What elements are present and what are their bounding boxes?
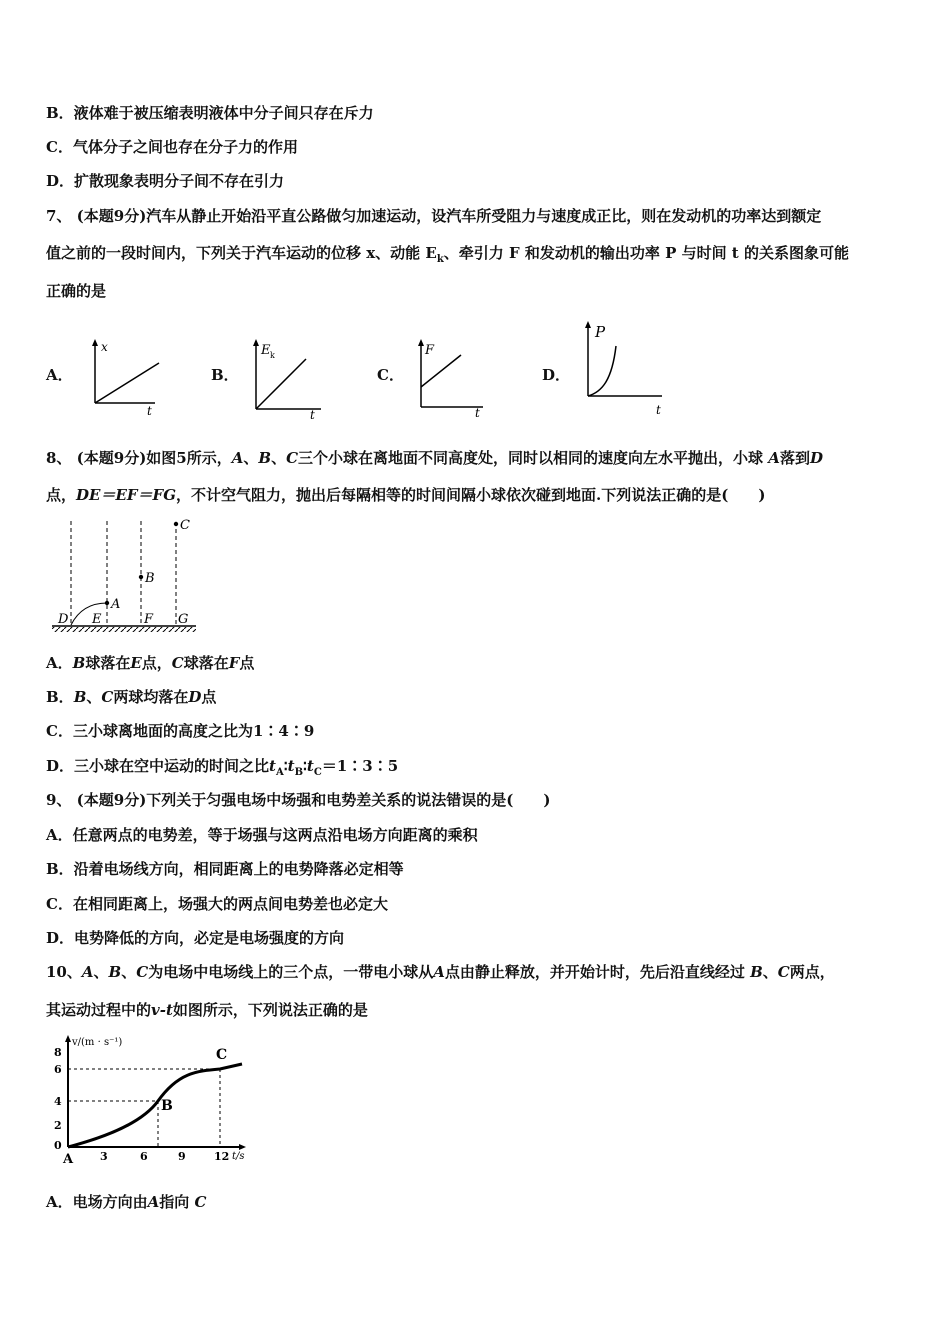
q7-stem-line1: 7、 (本题9分)汽车从静止开始沿平直公路做匀加速运动，设汽车所受阻力与速度成正比，则在发动机的功率达到额定 <box>46 207 822 225</box>
axis-label-ek: E <box>261 343 271 358</box>
label-c: C <box>180 518 190 533</box>
q9-option-b: B．沿着电场线方向，相同距离上的电势降落必定相等 <box>46 860 404 878</box>
q8-stem-line1: 8、 (本题9分)如图5所示，A、B、C三个小球在离地面不同高度处，同时以相同的速度向左水平抛出，小球 A落到D <box>46 449 823 467</box>
axis-label-x: x <box>101 340 108 354</box>
q8-option-d: D．三小球在空中运动的时间之比$t_A∶t_B∶t_C=1∶3∶5$ <box>46 757 399 778</box>
axis-label-t: t <box>475 406 480 420</box>
x-tick-6: 6 <box>140 1150 148 1163</box>
point-b: B <box>161 1098 173 1114</box>
q7-graph-x-t <box>85 335 170 420</box>
y-tick-8: 8 <box>54 1046 62 1059</box>
q7-stem-line3: 正确的是 <box>46 282 107 300</box>
q7-graph-f-t <box>411 335 496 420</box>
q10-vt-graph <box>46 1033 261 1168</box>
q6-option-d: D．扩散现象表明分子间不存在引力 <box>46 172 285 190</box>
q8-stem-line2: 点，DE＝EF＝FG，不计空气阻力，抛出后每隔相等的时间间隔小球依次碰到地面.下列说法正确的是( ) <box>46 486 766 504</box>
q7-stem-line2: 值之前的一段时间内，下列关于汽车运动的位移 x、动能 $E_k$、牵引力 F 和发动机的输出功率 P 与时间 t 的关系图象可能 <box>46 244 849 265</box>
y-axis-label: v/(m · s⁻¹) <box>72 1037 123 1048</box>
y-tick-0: 0 <box>54 1139 62 1152</box>
x-tick-9: 9 <box>178 1150 186 1163</box>
q7-graph-p-t <box>578 318 673 418</box>
label-g: G <box>178 612 189 627</box>
q8-option-c: C．三小球离地面的高度之比为1∶4∶9 <box>46 722 315 740</box>
x-axis-label: t/s <box>232 1151 245 1162</box>
point-c: C <box>216 1047 228 1063</box>
axis-label-ek-sub: k <box>270 351 275 360</box>
q7-option-a-label: A． <box>46 366 73 384</box>
label-d: D <box>58 612 69 627</box>
point-a: A <box>63 1152 74 1167</box>
q10-option-a: A．电场方向由A指向 C <box>46 1193 207 1211</box>
label-b: B <box>145 571 155 586</box>
label-f: F <box>144 612 154 627</box>
q10-stem-line2: 其运动过程中的v-t如图所示，下列说法正确的是 <box>46 1001 368 1019</box>
q8-option-b: B．B、C两球均落在D点 <box>46 688 217 706</box>
x-tick-3: 3 <box>100 1150 108 1163</box>
q8-option-a: A．B球落在E点，C球落在F点 <box>46 654 255 672</box>
y-tick-6: 6 <box>54 1063 62 1076</box>
q6-option-c: C．气体分子之间也存在分子力的作用 <box>46 138 298 156</box>
q7-graph-ek-t <box>246 335 331 420</box>
axis-label-t: t <box>147 404 152 418</box>
y-tick-4: 4 <box>54 1095 62 1108</box>
y-tick-2: 2 <box>54 1119 62 1132</box>
q9-stem: 9、 (本题9分)下列关于匀强电场中场强和电势差关系的说法错误的是( ) <box>46 791 551 809</box>
q9-option-d: D．电势降低的方向，必定是电场强度的方向 <box>46 929 345 947</box>
label-e: E <box>92 612 102 627</box>
q10-stem-line1: 10、A、B、C为电场中电场线上的三个点，一带电小球从A点由静止释放，并开始计时，先后沿直线经过 B、C两点， <box>46 963 835 981</box>
q7-option-b-label: B． <box>211 366 239 384</box>
q8-figure <box>46 515 206 640</box>
axis-label-f: F <box>425 343 435 358</box>
axis-label-p: P <box>595 323 606 341</box>
q7-option-d-label: D． <box>542 366 571 384</box>
q6-option-b: B．液体难于被压缩表明液体中分子间只存在斥力 <box>46 104 374 122</box>
x-tick-12: 12 <box>214 1150 230 1163</box>
axis-label-t: t <box>656 403 661 417</box>
q7-option-c-label: C． <box>377 366 404 384</box>
q9-option-a: A．任意两点的电势差，等于场强与这两点沿电场方向距离的乘积 <box>46 826 478 844</box>
axis-label-t: t <box>310 408 315 420</box>
q9-option-c: C．在相同距离上，场强大的两点间电势差也必定大 <box>46 895 388 913</box>
label-a: A <box>111 597 121 612</box>
